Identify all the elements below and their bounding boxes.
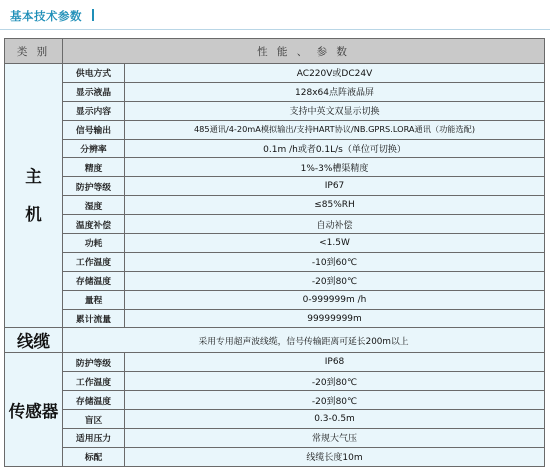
table-row [5,309,545,328]
table-row [5,234,545,253]
header-underline [0,29,550,30]
param-name: 标配 [63,447,125,466]
param-name: 分辨率 [63,139,125,158]
table-row [5,64,545,83]
param-name: 存储温度 [63,391,125,410]
param-value: 自动补偿 [125,215,545,234]
table-row [5,353,545,372]
param-name: 显示液晶 [63,82,125,101]
param-value: -20到80℃ [125,372,545,391]
param-name: 功耗 [63,234,125,253]
table-row [5,447,545,466]
param-name: 精度 [63,158,125,177]
param-value: 128x64点阵液晶屏 [125,82,545,101]
cable-description: 采用专用超声波线缆，信号传输距离可延长200m以上 [63,328,545,353]
table-row [5,372,545,391]
param-value: -20到80℃ [125,391,545,410]
param-name: 供电方式 [63,64,125,83]
section-header [0,0,550,30]
param-value: 0-999999m /h [125,290,545,309]
param-name: 累计流量 [63,309,125,328]
table-row [5,82,545,101]
table-row-cable [5,328,545,353]
param-name: 显示内容 [63,101,125,120]
param-value: 99999999m [125,309,545,328]
title-divider-bar [92,9,94,21]
param-value: 线缆长度10m [125,447,545,466]
table-row [5,215,545,234]
table-header-row [5,39,545,64]
param-name: 量程 [63,290,125,309]
category-sensor: 传感器 [5,353,63,466]
table-row [5,252,545,271]
param-value: IP68 [125,353,545,372]
param-value: -20到80℃ [125,271,545,290]
param-value: IP67 [125,177,545,196]
param-value: 0.3-0.5m [125,410,545,429]
param-value: AC220V或DC24V [125,64,545,83]
table-row [5,158,545,177]
param-value: 485通讯/4-20mA模拟输出/支持HART协议/NB.GPRS.LORA通讯（功能选配) [125,120,545,139]
table-row [5,410,545,429]
section-title: 基本技术参数 [10,9,82,23]
table-row [5,429,545,448]
category-host-char: 机 [25,204,42,224]
table-row [5,196,545,215]
param-value: 1%-3%槽渠精度 [125,158,545,177]
param-name: 存储温度 [63,271,125,290]
param-value: -10到60℃ [125,252,545,271]
param-name: 防护等级 [63,177,125,196]
table-row [5,177,545,196]
table-row [5,290,545,309]
param-name: 温度补偿 [63,215,125,234]
param-name: 信号输出 [63,120,125,139]
param-value: 支持中英文双显示切换 [125,101,545,120]
param-name: 适用压力 [63,429,125,448]
param-name: 工作温度 [63,372,125,391]
param-name: 盲区 [63,410,125,429]
column-header-category: 类 别 [5,39,63,64]
param-value: <1.5W [125,234,545,253]
table-row [5,271,545,290]
param-value: ≤85%RH [125,196,545,215]
category-cable: 线缆 [5,328,63,353]
table-row [5,139,545,158]
table-row [5,120,545,139]
param-name: 工作温度 [63,252,125,271]
category-host [5,64,63,328]
param-value: 常规大气压 [125,429,545,448]
param-value: 0.1m /h或者0.1L/s（单位可切换） [125,139,545,158]
param-name: 湿度 [63,196,125,215]
category-host-char: 主 [25,166,42,186]
table-row [5,391,545,410]
table-row [5,101,545,120]
spec-table [4,38,545,467]
column-header-params: 性 能 、 参 数 [63,39,545,64]
param-name: 防护等级 [63,353,125,372]
